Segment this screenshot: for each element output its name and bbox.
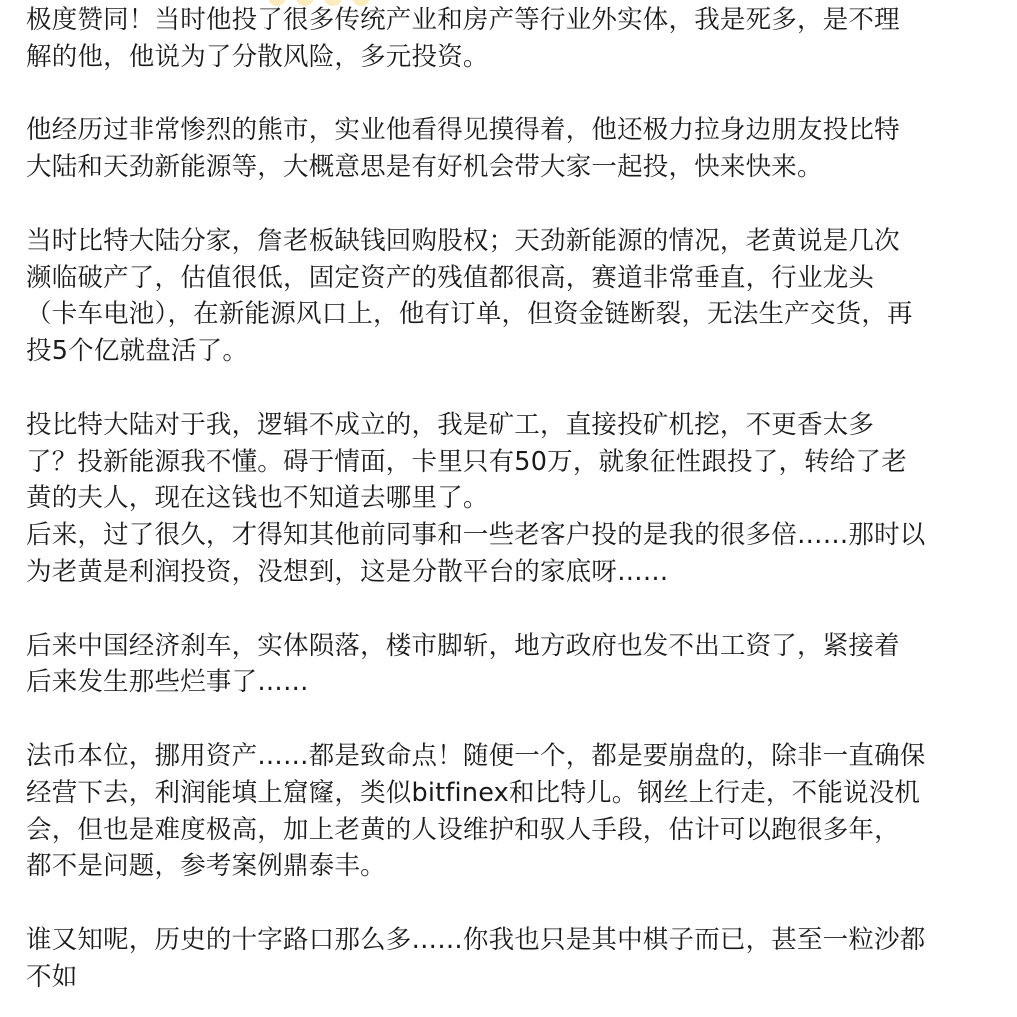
paragraph-3 xyxy=(26,223,1001,370)
text-line: 黄的夫人，现在这钱也不知道去哪里了。 xyxy=(26,483,489,514)
paragraph-2 xyxy=(26,112,1001,186)
text-line: 大陆和天劲新能源等，大概意思是有好机会带大家一起投，快来快来。 xyxy=(26,152,823,183)
text-line: 都不是问题，参考案例鼎泰丰。 xyxy=(26,851,386,882)
text-line: 不如 xyxy=(26,961,78,992)
paragraph-gap xyxy=(26,186,1001,223)
text-line: 后来中国经济刹车，实体陨落，楼市脚斩，地方政府也发不出工资了，紧接着 xyxy=(26,630,900,661)
paragraph-4 xyxy=(26,407,1001,517)
text-line: 后来，过了很久，才得知其他前同事和一些老客户投的是我的很多倍……那时以 xyxy=(26,520,926,551)
text-line: 濒临破产了，估值很低，固定资产的残值都很高，赛道非常垂直，行业龙头 xyxy=(26,262,875,293)
text-line: 极度赞同！当时他投了很多传统产业和房产等行业外实体，我是死多，是不理 xyxy=(26,5,900,35)
text-line: 他经历过非常惨烈的熊市，实业他看得见摸得着，他还极力拉身边朋友投比特 xyxy=(26,115,900,146)
text-line: 为老黄是利润投资，没想到，这是分散平台的家底呀…… xyxy=(26,556,669,587)
text-line: 经营下去，利润能填上窟窿，类似bitfinex和比特儿。钢丝上行走，不能说没机 xyxy=(26,777,921,808)
text-line: 谁又知呢，历史的十字路口那么多……你我也只是其中棋子而已，甚至一粒沙都 xyxy=(26,924,926,955)
text-line: （卡车电池），在新能源风口上，他有订单，但资金链断裂，无法生产交货，再 xyxy=(26,299,913,330)
post-body xyxy=(26,2,1001,996)
text-line: 法币本位，挪用资产……都是致命点！随便一个，都是要崩盘的，除非一直确保 xyxy=(26,740,926,771)
paragraph-7 xyxy=(26,738,1001,885)
text-line: 解的他，他说为了分散风险，多元投资。 xyxy=(26,41,489,72)
text-line: 投比特大陆对于我，逻辑不成立的，我是矿工，直接投矿机挖，不更香太多 xyxy=(26,409,875,440)
paragraph-gap xyxy=(26,591,1001,628)
paragraph-gap xyxy=(26,76,1001,113)
paragraph-6 xyxy=(26,628,1001,702)
text-line: 投5个亿就盘活了。 xyxy=(26,336,249,367)
paragraph-5 xyxy=(26,517,1001,591)
paragraph-gap xyxy=(26,701,1001,738)
paragraph-1 xyxy=(26,2,1001,76)
text-line: 了？投新能源我不懂。碍于情面，卡里只有50万，就象征性跟投了，转给了老 xyxy=(26,446,907,477)
text-line: 会，但也是难度极高，加上老黄的人设维护和驭人手段，估计可以跑很多年， xyxy=(26,814,900,845)
paragraph-8 xyxy=(26,922,1001,996)
text-line: 当时比特大陆分家，詹老板缺钱回购股权；天劲新能源的情况，老黄说是几次 xyxy=(26,225,900,256)
paragraph-gap xyxy=(26,370,1001,407)
text-line: 后来发生那些烂事了…… xyxy=(26,667,309,698)
paragraph-gap xyxy=(26,885,1001,922)
